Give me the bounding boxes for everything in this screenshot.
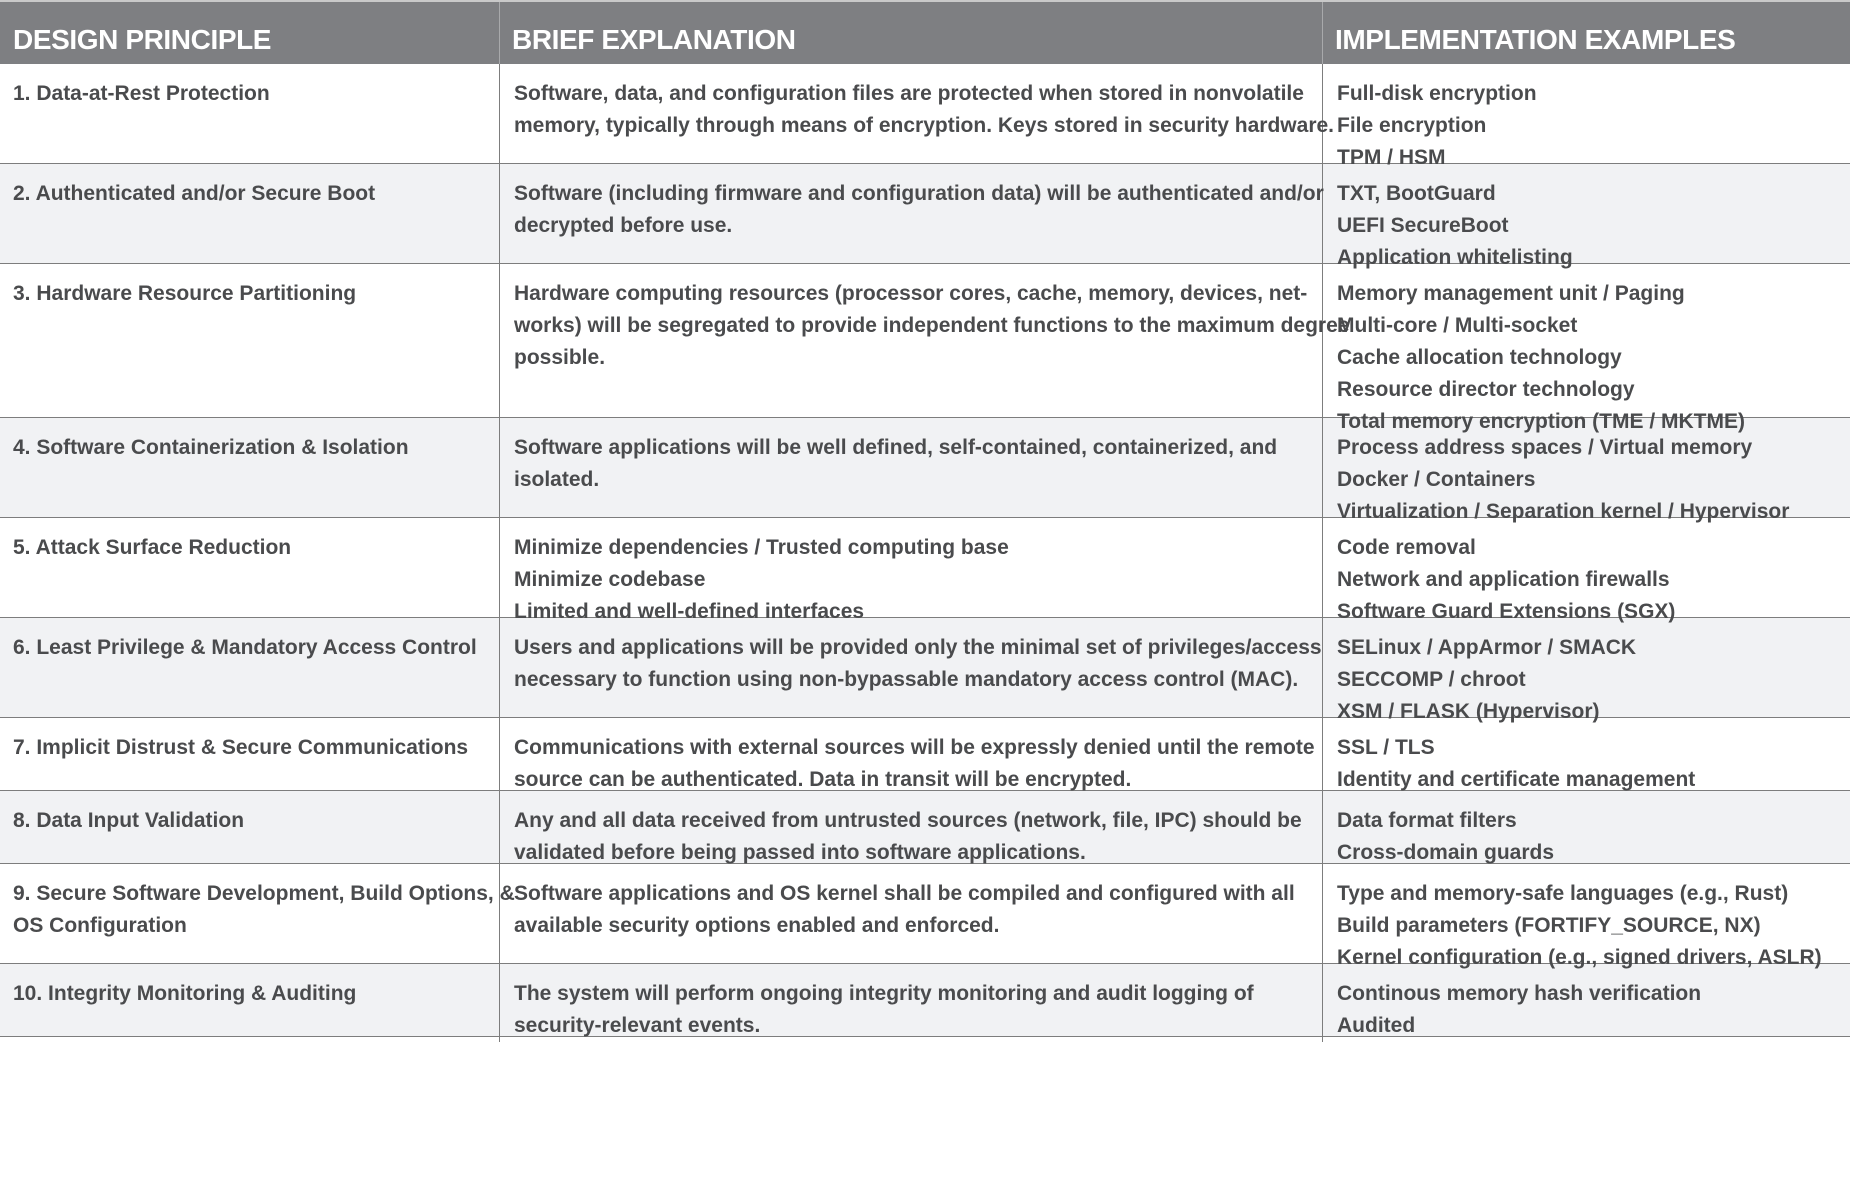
example-item: Resource director technology — [1337, 378, 1635, 401]
principle-text: 1. Data-at-Rest Protection — [13, 82, 270, 105]
header-implementation-examples: IMPLEMENTATION EXAMPLES — [1335, 24, 1736, 55]
example-item: SELinux / AppArmor / SMACK — [1337, 636, 1637, 659]
explanation-text: works) will be segregated to provide independent functions to the maximum degree — [514, 314, 1350, 337]
table-row — [0, 418, 1850, 523]
example-item: Total memory encryption (TME / MKTME) — [1337, 410, 1745, 433]
table-row — [0, 518, 1850, 623]
example-item: Data format filters — [1337, 809, 1517, 832]
explanation-text: necessary to function using non-bypassable mandatory access control (MAC). — [514, 668, 1299, 691]
examples-cell — [1323, 791, 1850, 869]
explanation-text: source can be authenticated. Data in transit will be encrypted. — [514, 768, 1132, 791]
examples-cell — [1323, 964, 1850, 1042]
explanation-cell — [500, 64, 1335, 174]
examples-cell — [1323, 264, 1850, 438]
principle-cell — [0, 791, 500, 869]
explanation-cell — [500, 264, 1350, 438]
example-item: TXT, BootGuard — [1337, 182, 1496, 205]
principle-cell — [0, 264, 500, 438]
example-item: Cache allocation technology — [1337, 346, 1622, 369]
example-item: Network and application firewalls — [1337, 568, 1670, 591]
explanation-cell — [500, 618, 1323, 728]
explanation-text: Hardware computing resources (processor cores, cache, memory, devices, net- — [514, 282, 1308, 305]
table-row — [0, 964, 1850, 1037]
table-row — [0, 791, 1850, 864]
explanation-cell — [500, 964, 1323, 1042]
principle-cell — [0, 164, 500, 274]
example-item: Multi-core / Multi-socket — [1337, 314, 1578, 337]
example-item: Continous memory hash verification — [1337, 982, 1702, 1005]
examples-cell — [1323, 864, 1850, 974]
example-item: Identity and certificate management — [1337, 768, 1696, 791]
principle-text: 10. Integrity Monitoring & Auditing — [13, 982, 357, 1005]
principle-text: 2. Authenticated and/or Secure Boot — [13, 182, 376, 205]
table-row — [0, 718, 1850, 791]
examples-cell — [1323, 518, 1850, 628]
example-item: Build parameters (FORTIFY_SOURCE, NX) — [1337, 914, 1761, 937]
principle-cell — [0, 418, 500, 528]
example-item: UEFI SecureBoot — [1337, 214, 1509, 237]
example-item: Memory management unit / Paging — [1337, 282, 1685, 305]
table-row — [0, 264, 1850, 433]
example-item: File encryption — [1337, 114, 1487, 137]
table-body — [0, 64, 1850, 1037]
example-item: Process address spaces / Virtual memory — [1337, 436, 1753, 459]
example-item: Type and memory-safe languages (e.g., Rust) — [1337, 882, 1789, 905]
table-row — [0, 618, 1850, 723]
principle-text: 9. Secure Software Development, Build Options, & — [13, 882, 515, 905]
example-item: Software Guard Extensions (SGX) — [1337, 600, 1676, 623]
principle-text: 6. Least Privilege & Mandatory Access Control — [13, 636, 477, 659]
examples-cell — [1323, 718, 1850, 796]
principle-text: 3. Hardware Resource Partitioning — [13, 282, 357, 305]
explanation-text: Minimize dependencies / Trusted computing base — [514, 536, 1009, 559]
examples-cell — [1323, 618, 1850, 728]
example-item: SSL / TLS — [1337, 736, 1435, 759]
example-item: Kernel configuration (e.g., signed drivers, ASLR) — [1337, 946, 1822, 969]
principle-text: 5. Attack Surface Reduction — [13, 536, 292, 559]
explanation-text: possible. — [514, 346, 606, 369]
explanation-cell — [500, 791, 1323, 869]
header-design-principle: DESIGN PRINCIPLE — [0, 2, 500, 64]
explanation-text: Limited and well-defined interfaces — [514, 600, 865, 623]
principle-cell — [0, 64, 500, 174]
examples-cell — [1323, 418, 1850, 528]
example-item: XSM / FLASK (Hypervisor) — [1337, 700, 1600, 723]
explanation-text: memory, typically through means of encryption. Keys stored in security hardware. — [514, 114, 1335, 137]
explanation-cell — [500, 164, 1323, 274]
explanation-text: Software applications will be well defined, self-contained, containerized, and — [514, 436, 1278, 459]
principle-cell — [0, 718, 500, 796]
principle-cell — [0, 518, 500, 628]
explanation-text: available security options enabled and enforced. — [514, 914, 1000, 937]
principle-text: 8. Data Input Validation — [13, 809, 245, 832]
principle-text: OS Configuration — [13, 914, 187, 937]
principle-cell — [0, 618, 500, 728]
table-row — [0, 164, 1850, 269]
explanation-text: Any and all data received from untrusted sources (network, file, IPC) should be — [514, 809, 1302, 832]
explanation-text: Minimize codebase — [514, 568, 706, 591]
explanation-text: decrypted before use. — [514, 214, 733, 237]
example-item: Application whitelisting — [1337, 246, 1573, 269]
principle-text: 7. Implicit Distrust & Secure Communications — [13, 736, 469, 759]
explanation-cell — [500, 864, 1323, 974]
example-item: Virtualization / Separation kernel / Hypervisor — [1337, 500, 1790, 523]
explanation-text: The system will perform ongoing integrity monitoring and audit logging of — [514, 982, 1254, 1005]
explanation-cell — [500, 518, 1323, 628]
table-row — [0, 864, 1850, 969]
explanation-text: Software (including firmware and configuration data) will be authenticated and/or — [514, 182, 1324, 205]
explanation-cell — [500, 718, 1323, 796]
examples-cell — [1323, 64, 1850, 174]
principle-cell — [0, 864, 515, 974]
explanation-text: validated before being passed into software applications. — [514, 841, 1086, 864]
table-row — [0, 64, 1850, 169]
explanation-text: Users and applications will be provided only the minimal set of privileges/access — [514, 636, 1322, 659]
example-item: Audited — [1337, 1014, 1416, 1037]
table-header — [0, 2, 1850, 64]
example-item: Cross-domain guards — [1337, 841, 1555, 864]
explanation-text: Software applications and OS kernel shall be compiled and configured with all — [514, 882, 1295, 905]
header-brief-explanation: BRIEF EXPLANATION — [500, 2, 1323, 64]
example-item: SECCOMP / chroot — [1337, 668, 1526, 691]
example-item: Docker / Containers — [1337, 468, 1536, 491]
example-item: TPM / HSM — [1337, 146, 1446, 169]
example-item: Code removal — [1337, 536, 1476, 559]
explanation-text: Software, data, and configuration files are protected when stored in nonvolatile — [514, 82, 1304, 105]
example-item: Full-disk encryption — [1337, 82, 1537, 105]
explanation-text: security-relevant events. — [514, 1014, 761, 1037]
explanation-text: isolated. — [514, 468, 600, 491]
principle-text: 4. Software Containerization & Isolation — [13, 436, 409, 459]
explanation-cell — [500, 418, 1323, 528]
explanation-text: Communications with external sources will be expressly denied until the remote — [514, 736, 1315, 759]
principle-cell — [0, 964, 500, 1042]
examples-cell — [1323, 164, 1850, 274]
